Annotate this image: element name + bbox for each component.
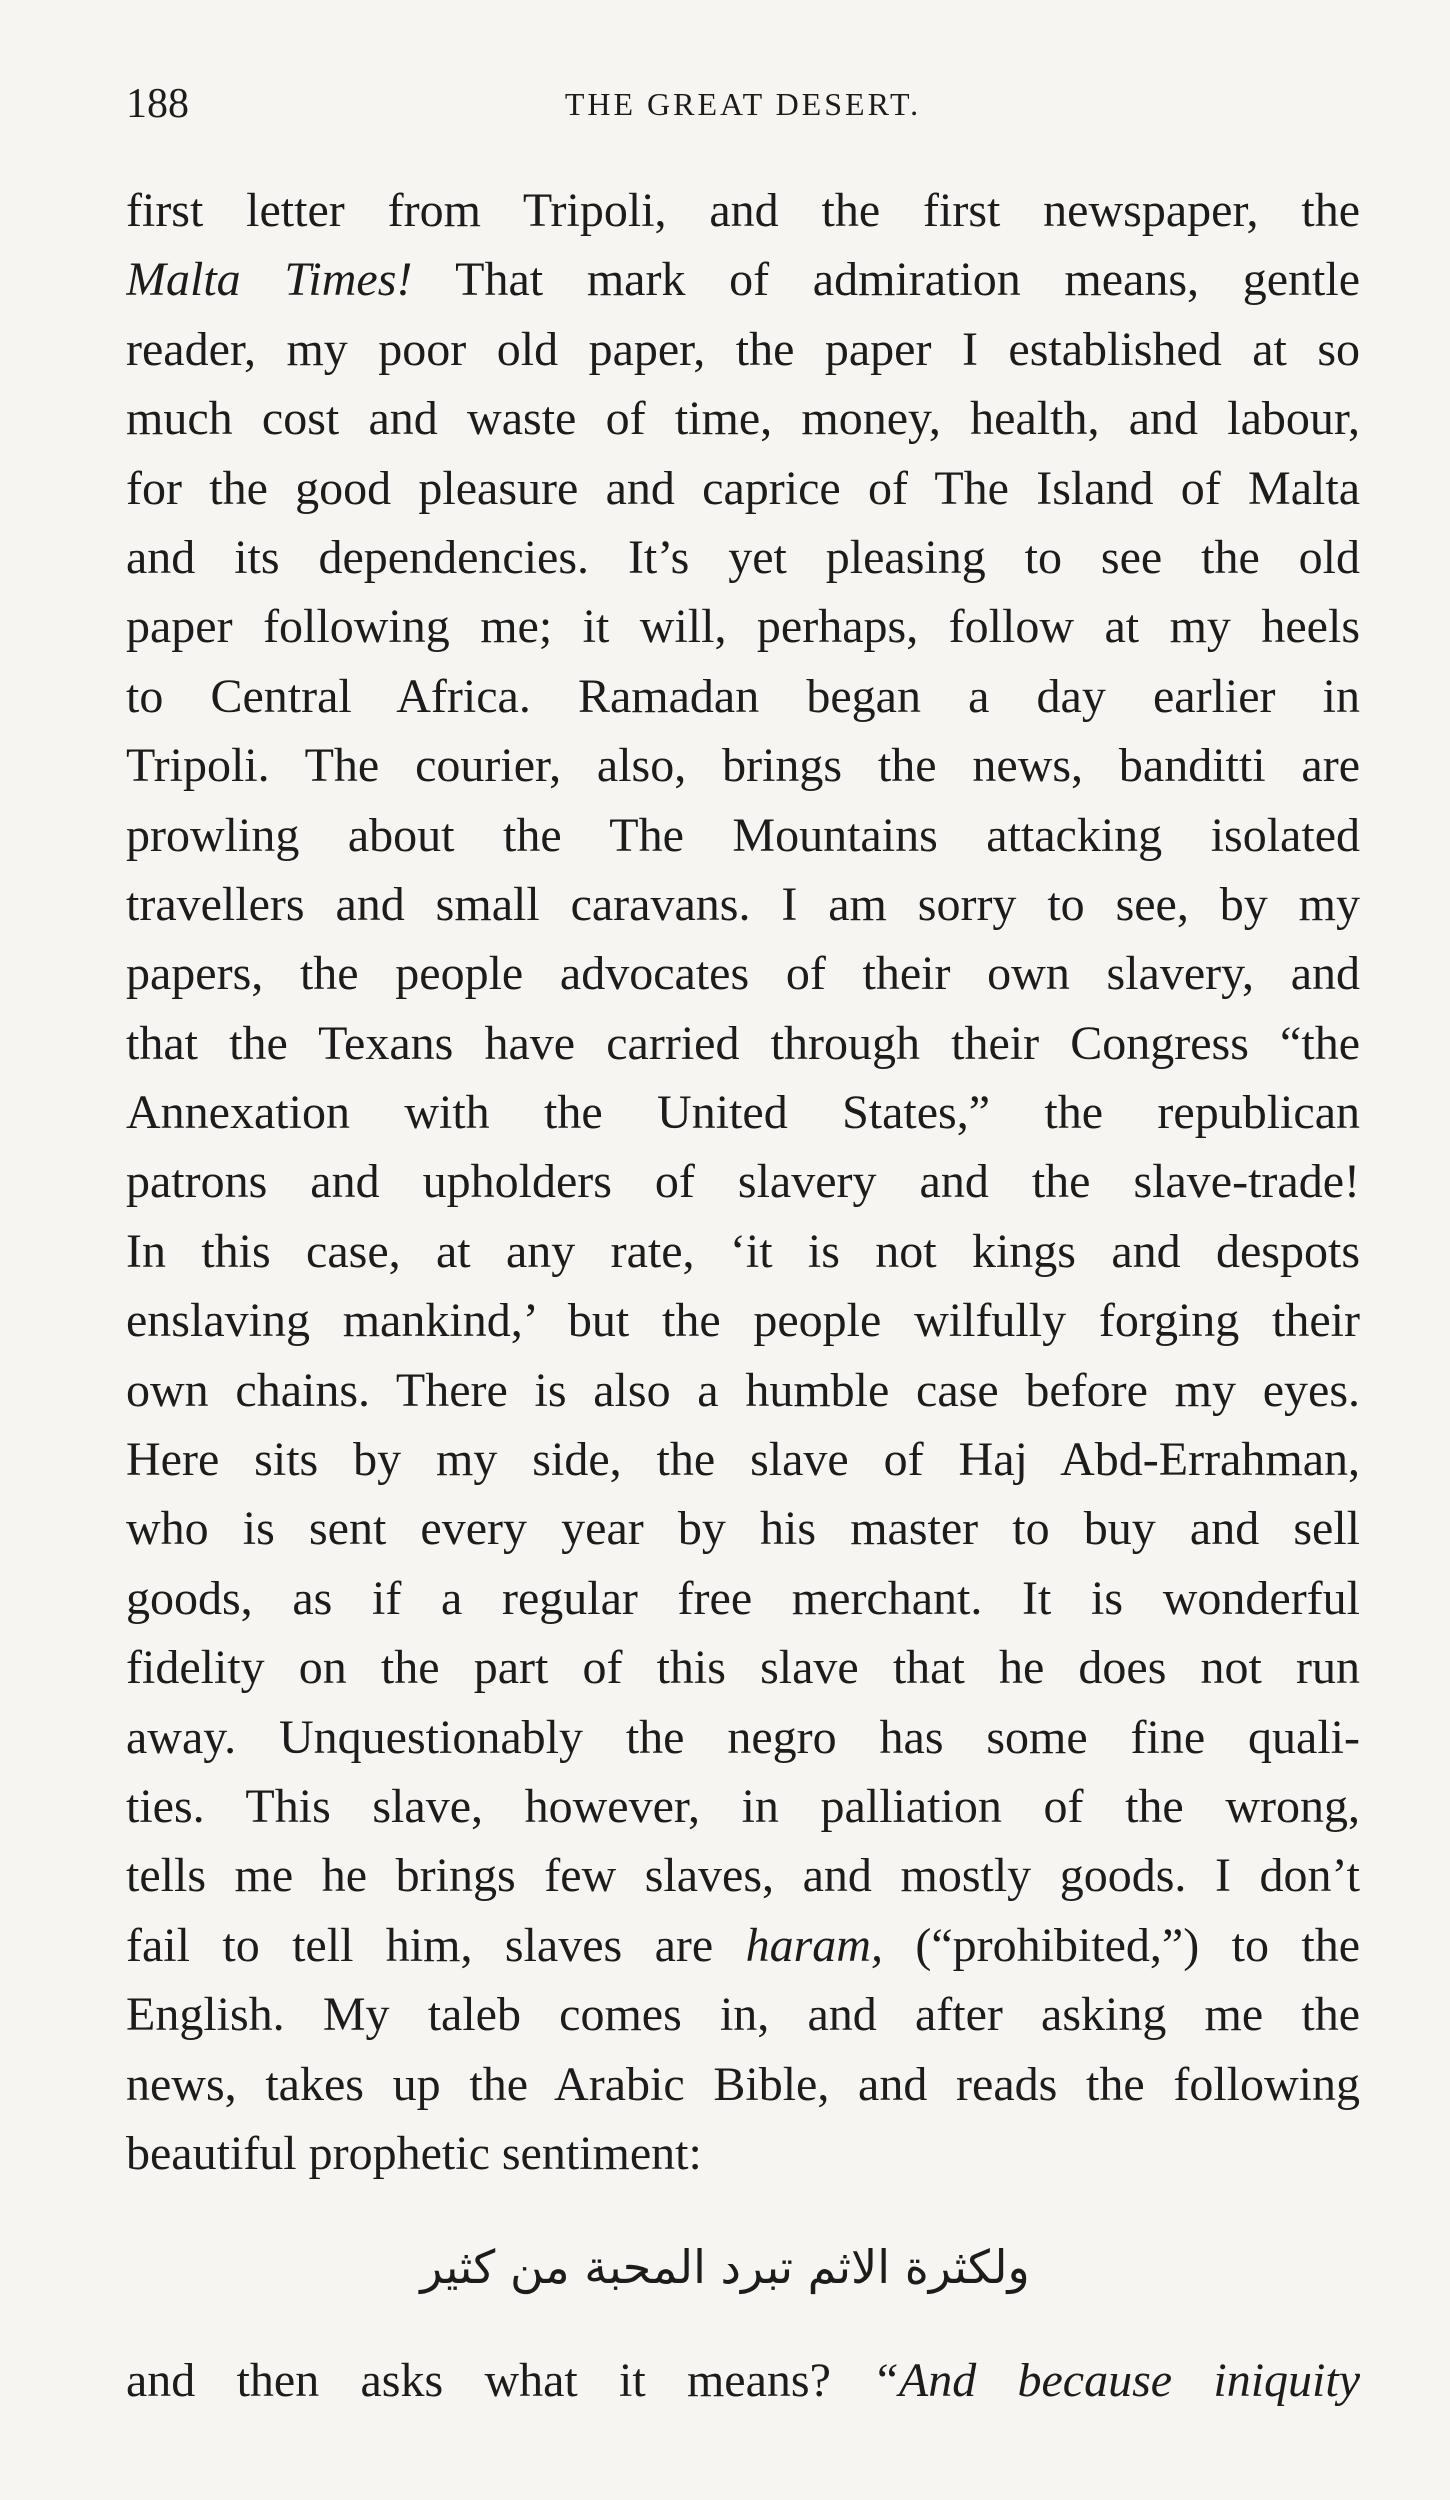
italic-word: haram, (745, 1918, 883, 1972)
text-line: goods, as if a regular free merchant. It is wonderful (126, 1571, 1360, 1625)
text-line: enslaving mankind,’ but the people wilfully forging their (126, 1294, 1360, 1348)
page-number: 188 (126, 81, 189, 127)
text-line: much cost and waste of time, money, health, and labour, (126, 392, 1360, 446)
text-line: who is sent every year by his master to buy and sell (126, 1502, 1360, 1556)
text-line: Tripoli. The courier, also, brings the news, banditti are (126, 739, 1360, 793)
text-fragment: fail to tell him, slaves are (126, 1918, 746, 1972)
text-fragment: and then asks what it means? (126, 2354, 873, 2407)
text-line: In this case, at any rate, ‘it is not kings and despots (126, 1224, 1360, 1278)
text-line: that the Texans have carried through their Congress “the (126, 1016, 1360, 1070)
text-line (126, 1911, 1360, 1980)
text-line: tells me he brings few slaves, and mostly goods. I don’t (126, 1849, 1360, 1903)
final-text-line (126, 2346, 1360, 2416)
text-line: news, takes up the Arabic Bible, and reads the following (126, 2057, 1360, 2111)
text-line: reader, my poor old paper, the paper I established at so (126, 322, 1360, 376)
text-line: and its dependencies. It’s yet pleasing to see the old (126, 530, 1360, 584)
text-line: own chains. There is also a humble case before my eyes. (126, 1363, 1360, 1417)
italic-title: Malta Times! (126, 253, 413, 307)
text-line: Here sits by my side, the slave of Haj Abd-Errahman, (126, 1433, 1360, 1487)
text-line: prowling about the The Mountains attacking isolated (126, 808, 1360, 862)
text-fragment: (“prohibited,”) to the (882, 1918, 1360, 1972)
text-line: English. My taleb comes in, and after asking me the (126, 1988, 1360, 2042)
text-line: to Central Africa. Ramadan began a day earlier in (126, 669, 1360, 723)
arabic-verse: ولكثرة الاثم تبرد المحبة من كثير (420, 2240, 1030, 2294)
text-line: papers, the people advocates of their own slavery, and (126, 947, 1360, 1001)
running-title: THE GREAT DESERT. (564, 86, 922, 122)
text-line: beautiful prophetic sentiment: (126, 2126, 702, 2180)
page-header (126, 80, 1360, 136)
italic-quote: “And because iniquity (872, 2354, 1360, 2407)
text-line: patrons and upholders of slavery and the slave-trade! (126, 1155, 1360, 1209)
text-fragment: That mark of admiration means, gentle (412, 253, 1360, 307)
body-paragraph (126, 176, 1360, 2188)
text-line: first letter from Tripoli, and the first newspaper, the (126, 184, 1360, 237)
text-line: travellers and small caravans. I am sorry to see, by my (126, 877, 1360, 931)
text-line: for the good pleasure and caprice of The Island of Malta (126, 461, 1360, 515)
text-line: ties. This slave, however, in palliation of the wrong, (126, 1779, 1360, 1833)
text-line: away. Unquestionably the negro has some fine quali- (126, 1710, 1360, 1764)
text-line (126, 245, 1360, 314)
text-line: Annexation with the United States,” the republican (126, 1086, 1360, 1140)
text-line: fidelity on the part of this slave that he does not run (126, 1641, 1360, 1695)
text-line: paper following me; it will, perhaps, follow at my heels (126, 600, 1360, 654)
